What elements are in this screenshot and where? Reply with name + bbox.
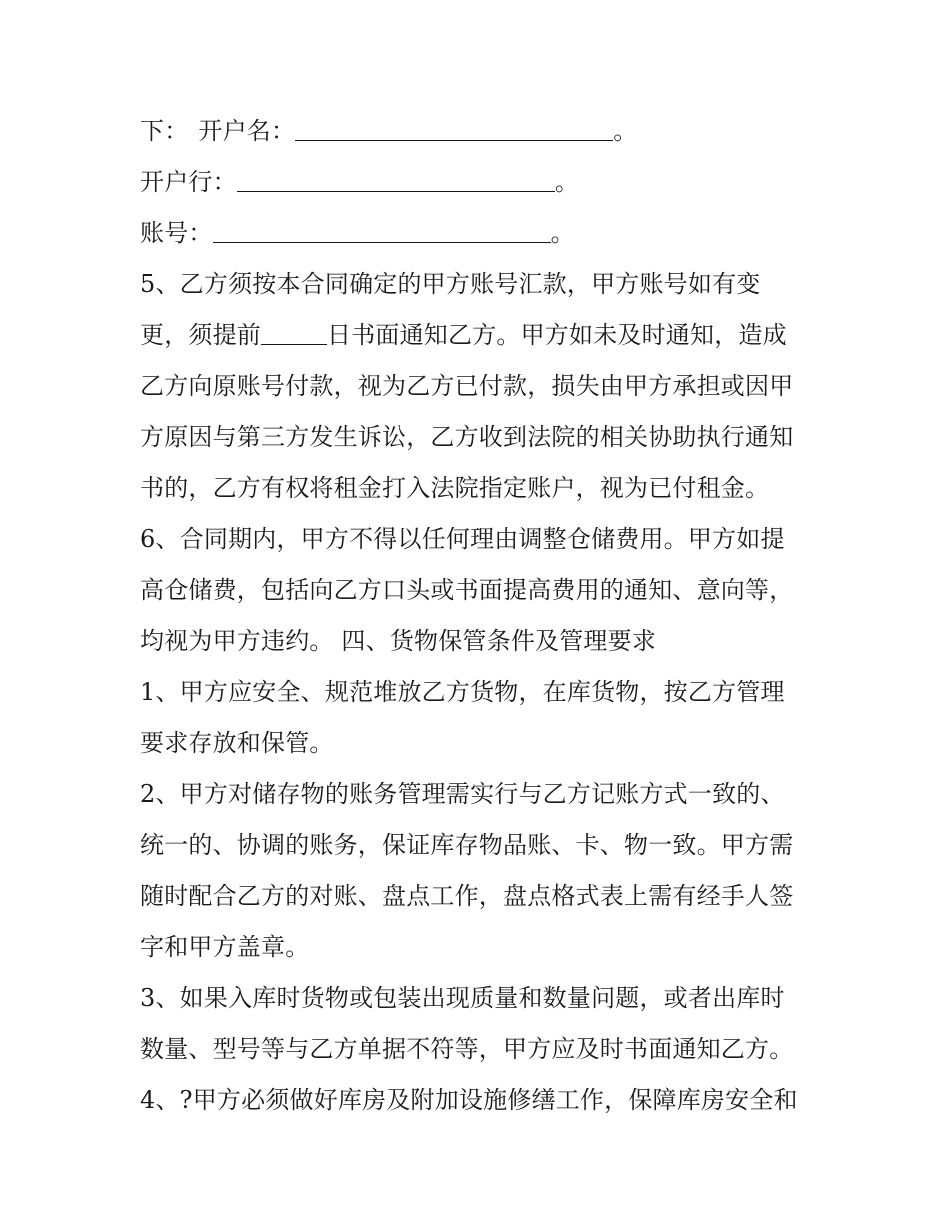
clause5-line1: 5、乙方须按本合同确定的甲方账号汇款，甲方账号如有变 bbox=[140, 270, 761, 298]
section4-clause3-line2: 数量、型号等与乙方单据不符等，甲方应及时书面通知乙方。 bbox=[140, 1035, 794, 1063]
clause5-line3: 乙方向原账号付款，视为乙方已付款，损失由甲方承担或因甲 bbox=[140, 372, 794, 400]
account-number-line bbox=[140, 208, 820, 259]
section4-clause2-line1: 2、甲方对储存物的账务管理需实行与乙方记账方式一致的、 bbox=[140, 780, 785, 808]
bank-end: 。 bbox=[554, 168, 580, 196]
section4-clause3-line1: 3、如果入库时货物或包装出现质量和数量问题，或者出库时 bbox=[140, 984, 785, 1012]
clause5-line5: 书的，乙方有权将租金打入法院指定账户，视为已付租金。 bbox=[140, 474, 770, 502]
section4-clause1-line1: 1、甲方应安全、规范堆放乙方货物，在库货物，按乙方管理 bbox=[140, 678, 785, 706]
account-name-blank bbox=[295, 116, 613, 141]
section4-clause4-line1: 4、?甲方必须做好库房及附加设施修缮工作，保障库房安全和 bbox=[140, 1086, 798, 1114]
clause6-line3: 均视为甲方违约。 四、货物保管条件及管理要求 bbox=[140, 627, 657, 655]
bank-label: 开户行： bbox=[140, 168, 237, 196]
clause5-line2-after: 日书面通知乙方。甲方如未及时通知，造成 bbox=[327, 321, 787, 349]
account-name-label: 开户名： bbox=[198, 117, 296, 145]
account-number-label: 账号： bbox=[140, 219, 213, 247]
clause6-line2: 高仓储费，包括向乙方口头或书面提高费用的通知、意向等， bbox=[140, 576, 794, 604]
section4-clause2-line2: 统一的、协调的账务，保证库存物品账、卡、物一致。甲方需 bbox=[140, 831, 794, 859]
account-name-prefix: 下： bbox=[140, 117, 189, 145]
clause5-line4: 方原因与第三方发生诉讼，乙方收到法院的相关协助执行通知 bbox=[140, 423, 794, 451]
clause5-line2 bbox=[140, 310, 820, 361]
clause5-line2-before: 更，须提前 bbox=[140, 321, 261, 349]
account-number-blank bbox=[213, 218, 551, 243]
bank-blank bbox=[237, 167, 555, 192]
section4-clause2-line3: 随时配合乙方的对账、盘点工作，盘点格式表上需有经手人签 bbox=[140, 882, 794, 910]
bank-line bbox=[140, 157, 820, 208]
clause6-line1: 6、合同期内，甲方不得以任何理由调整仓储费用。甲方如提 bbox=[140, 525, 785, 553]
account-name-line bbox=[140, 106, 820, 157]
section4-clause1-line2: 要求存放和保管。 bbox=[140, 729, 334, 757]
account-number-end: 。 bbox=[550, 219, 575, 247]
account-name-end: 。 bbox=[613, 117, 638, 145]
notice-days-blank bbox=[261, 320, 327, 345]
section4-clause2-line4: 字和甲方盖章。 bbox=[140, 933, 310, 961]
document-body bbox=[140, 106, 820, 1126]
